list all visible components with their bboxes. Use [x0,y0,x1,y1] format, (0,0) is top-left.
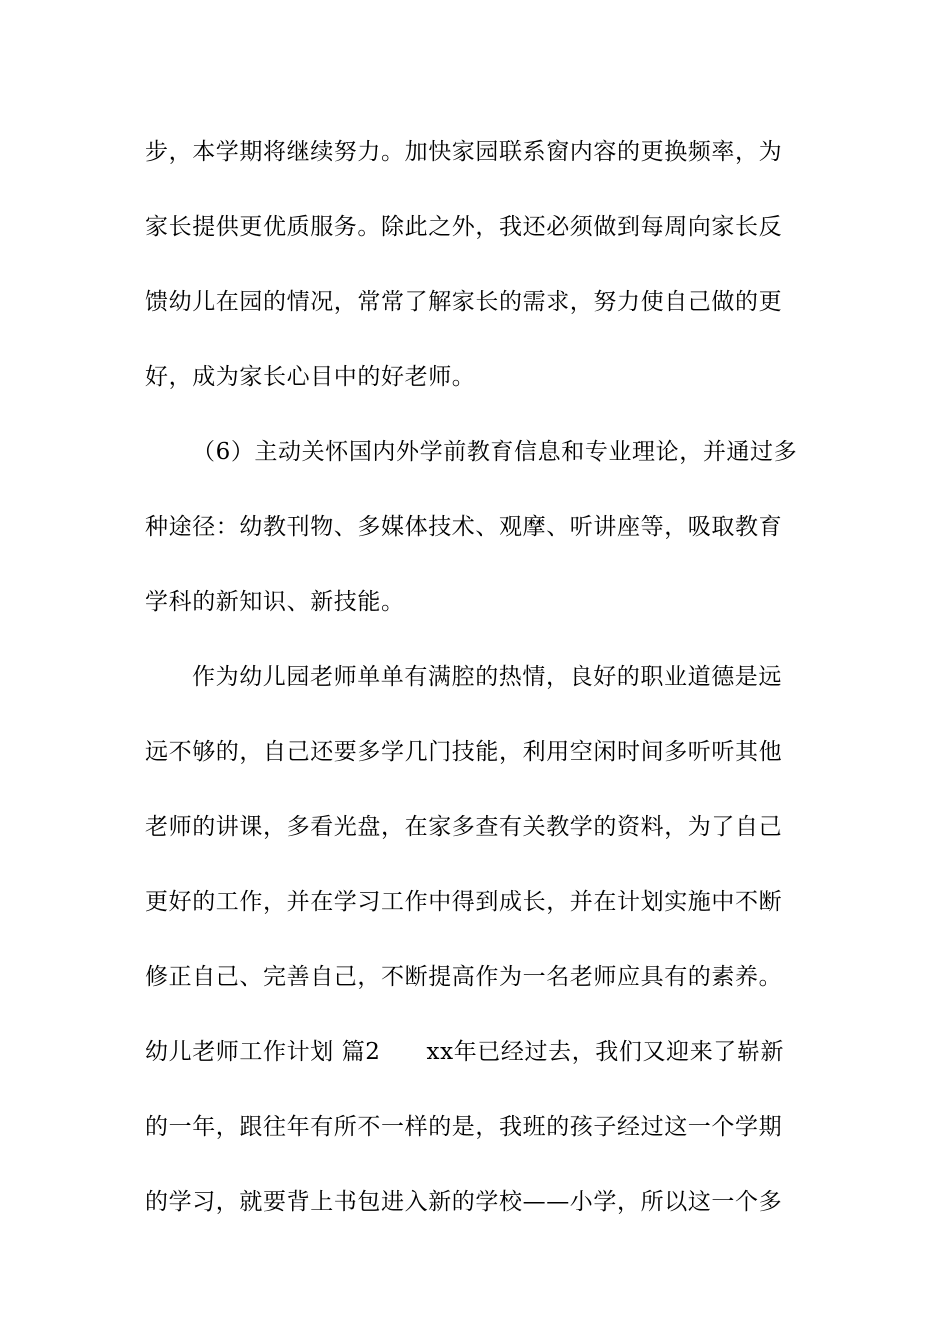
paragraph-4-line-2: 的一年，跟往年有所不一样的是，我班的孩子经过这一个学期 [145,1114,783,1140]
paragraph-1-line-1: 步，本学期将继续努力。加快家园联系窗内容的更换频率，为 [145,139,783,165]
paragraph-4-line-3: 的学习，就要背上书包进入新的学校——小学，所以这一个多 [145,1189,783,1215]
paragraph-4-line-1: xx年已经过去，我们又迎来了崭新 [426,1039,785,1065]
paragraph-2-line-2: 种途径：幼教刊物、多媒体技术、观摩、听讲座等，吸取教育 [145,514,783,540]
section-heading: 幼儿老师工作计划 篇2 [145,1039,381,1065]
paragraph-1-line-2: 家长提供更优质服务。除此之外，我还必须做到每周向家长反 [145,214,783,240]
paragraph-2-line-3: 学科的新知识、新技能。 [145,589,405,615]
paragraph-3-line-1: 作为幼儿园老师单单有满腔的热情，良好的职业道德是远 [192,664,782,690]
paragraph-1-line-3: 馈幼儿在园的情况，常常了解家长的需求，努力使自己做的更 [145,289,783,315]
section-heading-line [145,1037,810,1067]
paragraph-3-line-5: 修正自己、完善自己，不断提高作为一名老师应具有的素养。 [145,964,783,990]
paragraph-3-line-2: 远不够的，自己还要多学几门技能，利用空闲时间多听听其他 [145,739,783,765]
paragraph-3-line-3: 老师的讲课，多看光盘，在家多查有关教学的资料，为了自己 [145,814,783,840]
paragraph-2-line-1: （6）主动关怀国内外学前教育信息和专业理论，并通过多 [192,439,798,465]
paragraph-1-line-4: 好，成为家长心目中的好老师。 [145,364,476,390]
paragraph-3-line-4: 更好的工作，并在学习工作中得到成长，并在计划实施中不断 [145,889,783,915]
